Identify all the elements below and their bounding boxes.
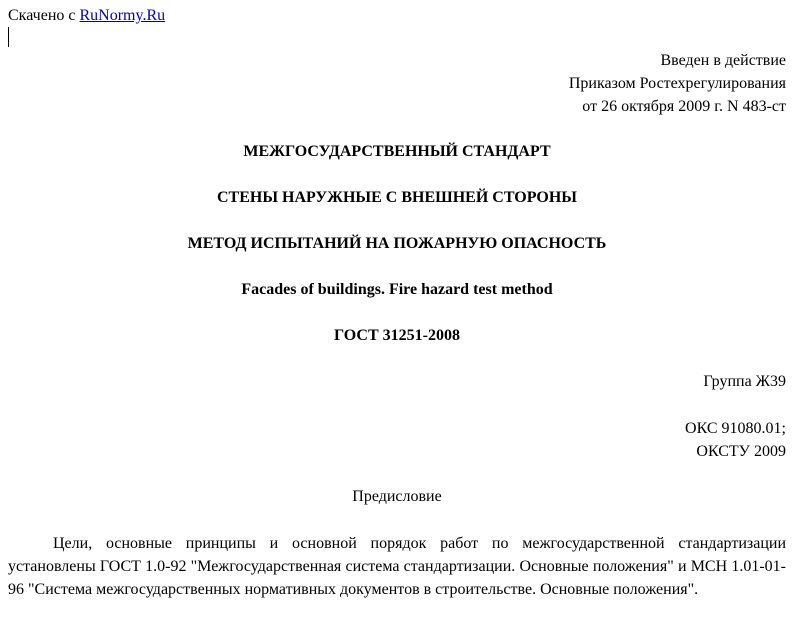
- standard-title-line-2: МЕТОД ИСПЫТАНИЙ НА ПОЖАРНУЮ ОПАСНОСТЬ: [187, 235, 607, 252]
- standard-code: ГОСТ 31251-2008: [334, 327, 460, 344]
- source-prefix: Скачено с: [8, 7, 80, 24]
- standard-kind: МЕЖГОСУДАРСТВЕННЫЙ СТАНДАРТ: [243, 143, 551, 160]
- foreword-paragraph: Цели, основные принципы и основной порядок работ по межгосударственной стандартизации установлены ГОСТ 1.0-92 "Межгосударственная система стандартизации. Основные положения" и МСН 1.01-01-96 "Система межгосударственных нормативных документов в строительстве. Основные положения".: [8, 535, 786, 598]
- standard-title-english: Facades of buildings. Fire hazard test method: [241, 281, 553, 298]
- enactment-block: [569, 49, 786, 118]
- oks-code: ОКС 91080.01;: [685, 420, 786, 437]
- source-line: [8, 6, 165, 26]
- classification-block: [685, 417, 786, 463]
- okstu-code: ОКСТУ 2009: [696, 443, 786, 460]
- enactment-line-3: от 26 октября 2009 г. N 483-ст: [582, 98, 786, 115]
- text-cursor: [8, 27, 9, 47]
- standard-title-line-1: СТЕНЫ НАРУЖНЫЕ С ВНЕШНЕЙ СТОРОНЫ: [216, 189, 578, 206]
- enactment-line-1: Введен в действие: [660, 52, 786, 69]
- group-code: Группа Ж39: [703, 373, 786, 390]
- foreword-heading: Предисловие: [352, 488, 442, 505]
- enactment-line-2: Приказом Ростехрегулирования: [568, 75, 786, 92]
- runormy-link[interactable]: RuNormy.Ru: [79, 7, 166, 24]
